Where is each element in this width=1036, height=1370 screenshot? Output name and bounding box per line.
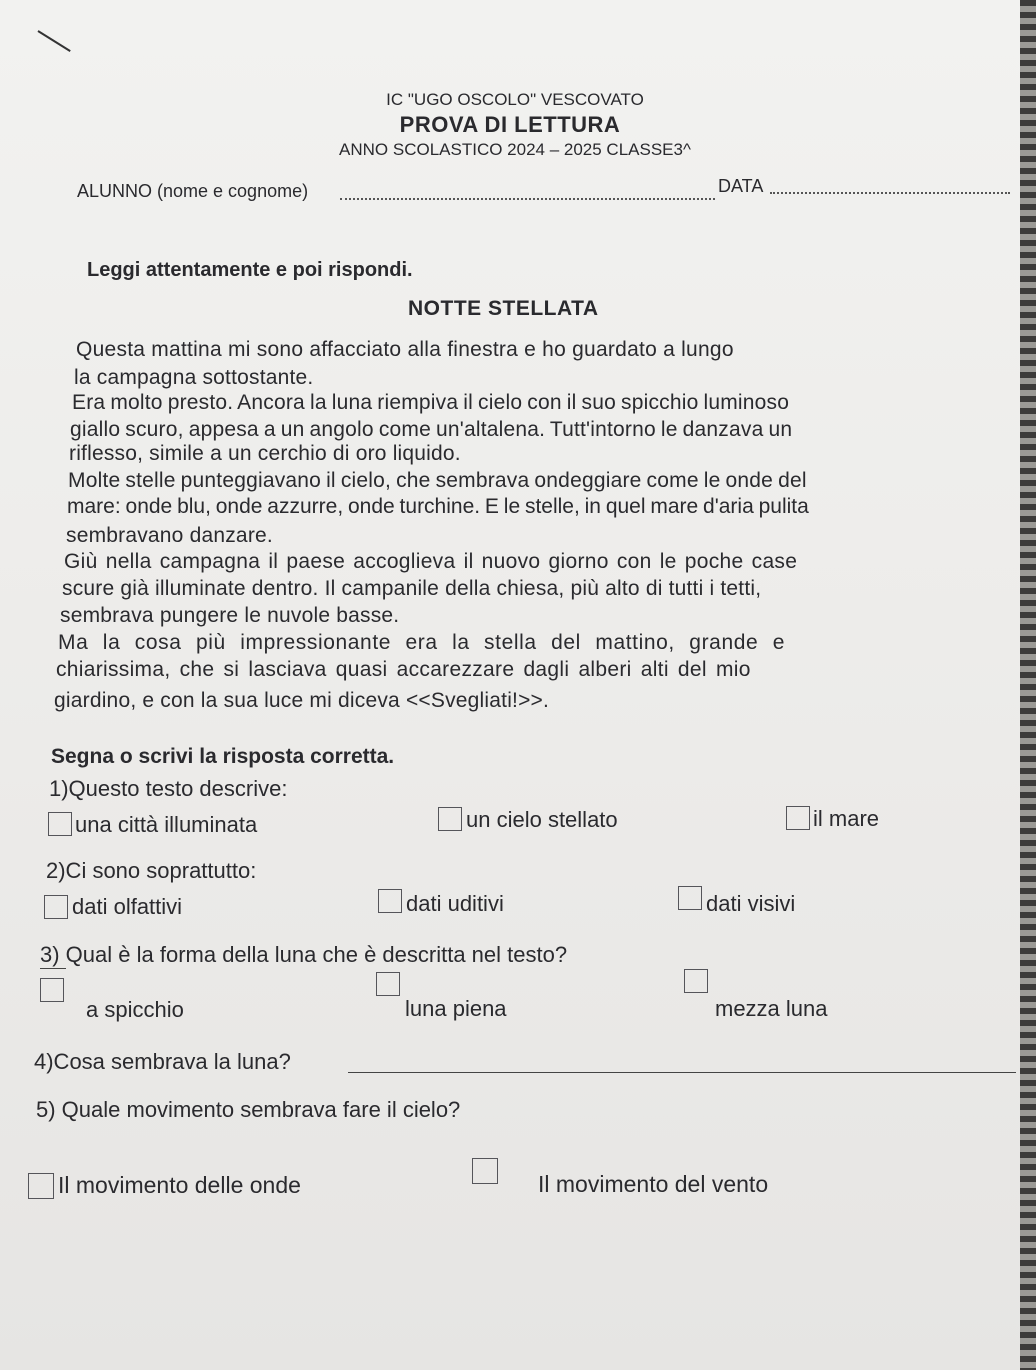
question-3-number-underline bbox=[40, 968, 66, 969]
q2-option-2-checkbox[interactable] bbox=[378, 889, 402, 913]
q3-option-2-checkbox[interactable] bbox=[376, 972, 400, 996]
q2-option-1-checkbox[interactable] bbox=[44, 895, 68, 919]
q5-option-2-label: Il movimento del vento bbox=[538, 1171, 769, 1197]
student-name-field[interactable] bbox=[340, 198, 715, 200]
q1-option-3-label: il mare bbox=[813, 806, 880, 831]
pen-mark bbox=[37, 30, 70, 52]
q3-option-2-label: luna piena bbox=[405, 996, 507, 1021]
story-line: sembrava pungere le nuvole basse. bbox=[60, 604, 400, 627]
date-label: DATA bbox=[718, 176, 764, 196]
paper-stack-edge bbox=[1020, 0, 1036, 1370]
q1-option-3-checkbox[interactable] bbox=[786, 806, 810, 830]
story-line: Era molto presto. Ancora la luna riempiva il cielo con il suo spicchio luminoso bbox=[72, 391, 790, 414]
story-line: mare: onde blu, onde azzurre, onde turchine. E le stelle, in quel mare d'aria pulita bbox=[67, 495, 809, 518]
question-1: 1)Questo testo descrive: bbox=[49, 776, 288, 801]
story-line: scure già illuminate dentro. Il campanile della chiesa, più alto di tutti i tetti, bbox=[62, 577, 762, 600]
q3-option-1-checkbox[interactable] bbox=[40, 978, 64, 1002]
student-name-label: ALUNNO (nome e cognome) bbox=[77, 181, 309, 201]
q5-option-2-checkbox[interactable] bbox=[472, 1158, 498, 1184]
q1-option-2-label: un cielo stellato bbox=[466, 807, 618, 832]
story-line: chiarissima, che si lasciava quasi accarezzare dagli alberi alti del mio bbox=[56, 658, 751, 681]
q2-option-1-label: dati olfattivi bbox=[72, 894, 183, 919]
q5-option-1-label: Il movimento delle onde bbox=[58, 1172, 301, 1198]
q3-option-3-label: mezza luna bbox=[715, 996, 828, 1021]
question-2: 2)Ci sono soprattutto: bbox=[46, 858, 257, 883]
story-line: giardino, e con la sua luce mi diceva <<Svegliati!>>. bbox=[54, 689, 550, 712]
school-name: IC "UGO OSCOLO" VESCOVATO bbox=[386, 90, 644, 109]
question-5: 5) Quale movimento sembrava fare il cielo? bbox=[36, 1097, 461, 1122]
q4-answer-line[interactable] bbox=[348, 1072, 1016, 1073]
q3-option-1-label: a spicchio bbox=[86, 997, 184, 1022]
q2-option-2-label: dati uditivi bbox=[406, 891, 504, 916]
q1-option-2-checkbox[interactable] bbox=[438, 807, 462, 831]
story-line: sembravano danzare. bbox=[66, 524, 273, 547]
question-3: 3) Qual è la forma della luna che è descritta nel testo? bbox=[40, 942, 568, 967]
school-year: ANNO SCOLASTICO 2024 – 2025 CLASSE3^ bbox=[339, 140, 691, 159]
story-line: la campagna sottostante. bbox=[74, 366, 314, 389]
q1-option-1-label: una città illuminata bbox=[75, 812, 258, 837]
story-line: Ma la cosa più impressionante era la stella del mattino, grande e bbox=[58, 631, 785, 654]
question-4: 4)Cosa sembrava la luna? bbox=[34, 1049, 291, 1074]
story-line: giallo scuro, appesa a un angolo come un'altalena. Tutt'intorno le danzava un bbox=[70, 418, 793, 441]
q1-option-1-checkbox[interactable] bbox=[48, 812, 72, 836]
q5-option-1-checkbox[interactable] bbox=[28, 1173, 54, 1199]
story-title: NOTTE STELLATA bbox=[408, 297, 599, 320]
date-field[interactable] bbox=[770, 192, 1010, 194]
q3-option-3-checkbox[interactable] bbox=[684, 969, 708, 993]
questions-heading: Segna o scrivi la risposta corretta. bbox=[51, 745, 395, 768]
story-line: Questa mattina mi sono affacciato alla finestra e ho guardato a lungo bbox=[76, 338, 734, 361]
story-line: Giù nella campagna il paese accoglieva il nuovo giorno con le poche case bbox=[64, 550, 798, 573]
instruction-text: Leggi attentamente e poi rispondi. bbox=[87, 259, 413, 281]
story-line: riflesso, simile a un cerchio di oro liquido. bbox=[69, 442, 461, 465]
page-title: PROVA DI LETTURA bbox=[399, 112, 621, 137]
q2-option-3-label: dati visivi bbox=[706, 891, 796, 916]
q2-option-3-checkbox[interactable] bbox=[678, 886, 702, 910]
story-line: Molte stelle punteggiavano il cielo, che sembrava ondeggiare come le onde del bbox=[68, 469, 807, 492]
